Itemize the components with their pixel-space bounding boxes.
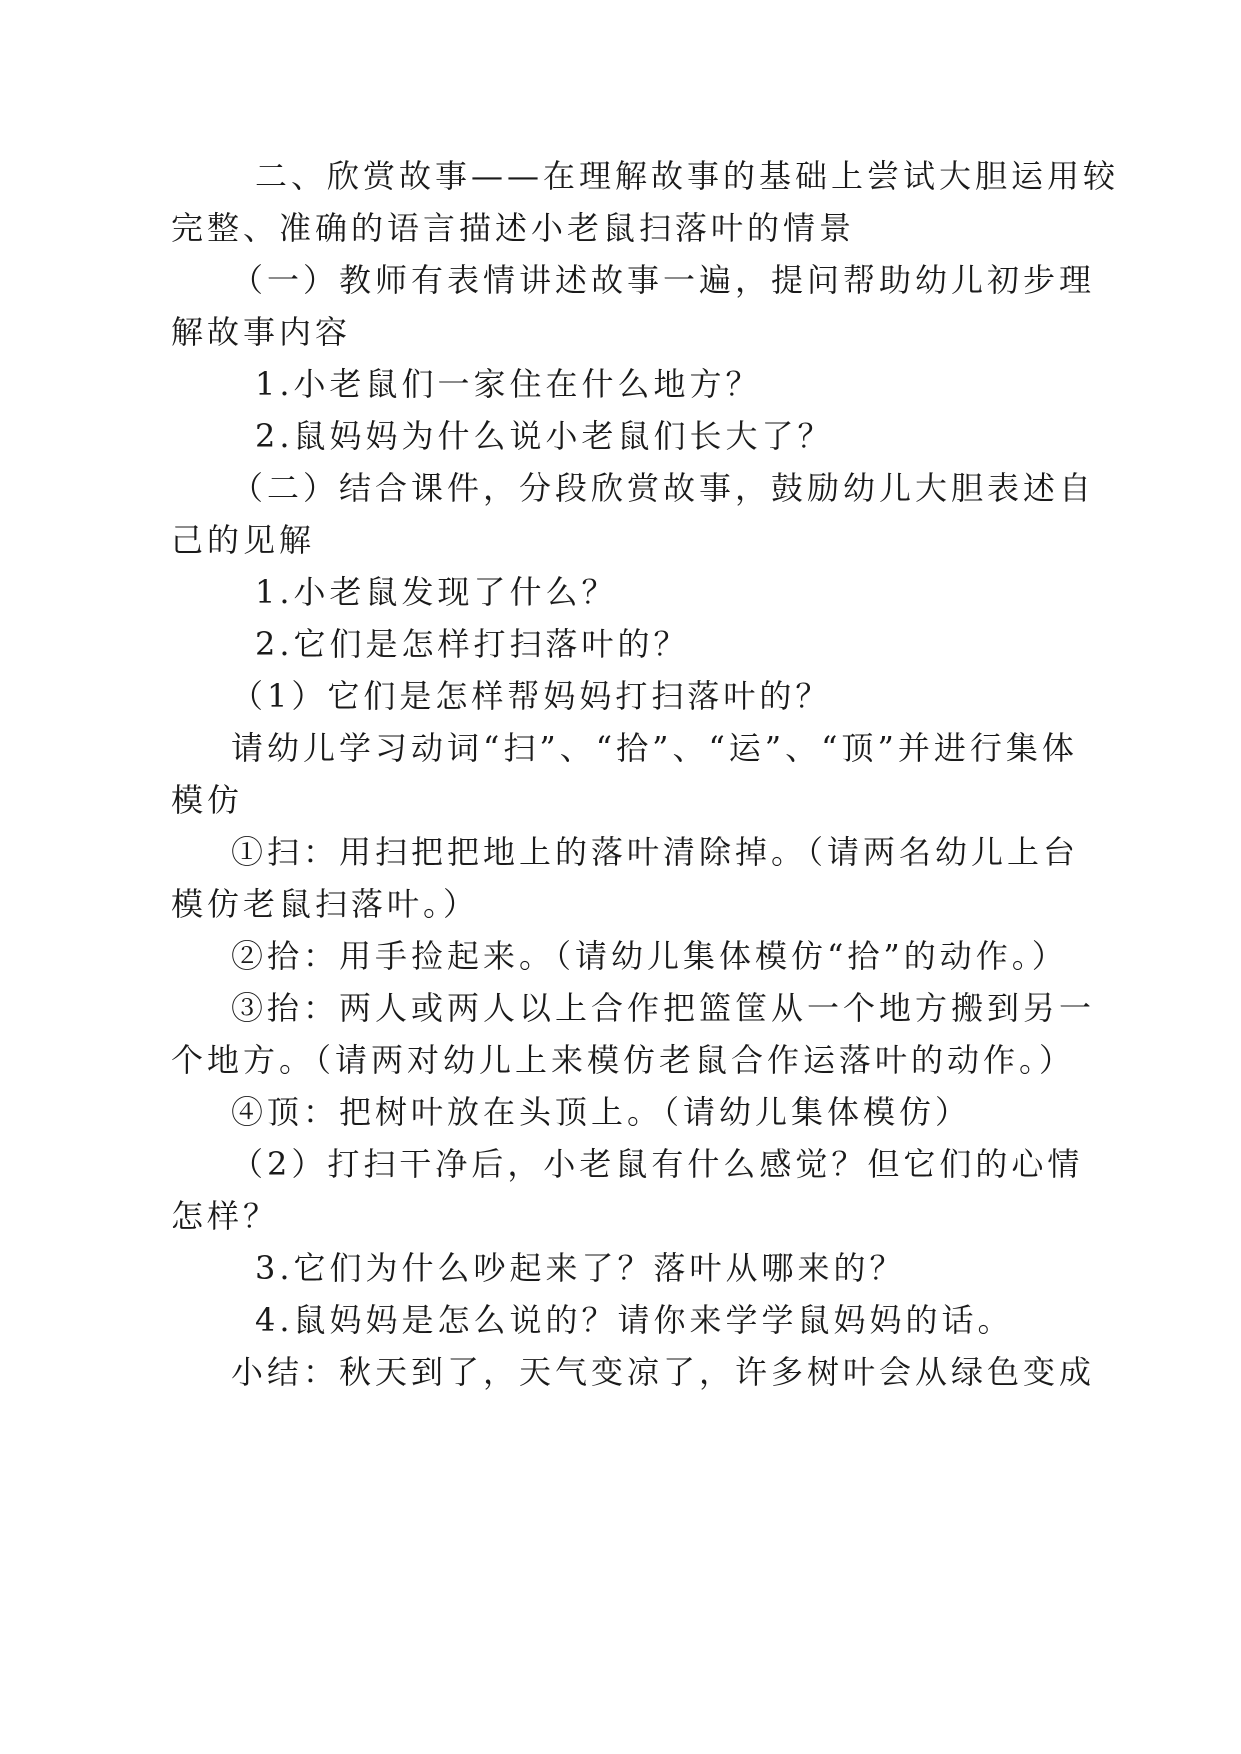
summary-line: 小结：秋天到了，天气变凉了，许多树叶会从绿色变成 xyxy=(231,1353,1096,1391)
question-item: 4.鼠妈妈是怎么说的？请你来学学鼠妈妈的话。 xyxy=(255,1301,1014,1339)
section-heading: 二、欣赏故事——在理解故事的基础上尝试大胆运用较 xyxy=(255,157,1120,195)
action-item: ②拾：用手捡起来。（请幼儿集体模仿“拾”的动作。） xyxy=(231,937,1068,975)
question-item: 3.它们为什么吵起来了？落叶从哪来的？ xyxy=(255,1249,906,1287)
action-item-continued: 个地方。（请两对幼儿上来模仿老鼠合作运落叶的动作。） xyxy=(171,1041,1076,1079)
question-item: 2.鼠妈妈为什么说小老鼠们长大了？ xyxy=(255,417,834,455)
sub-question-item: （2）打扫干净后，小老鼠有什么感觉？但它们的心情 xyxy=(231,1145,1084,1183)
question-item: 1.小老鼠们一家住在什么地方？ xyxy=(255,365,762,403)
paragraph-line: 请幼儿学习动词“扫”、“拾”、“运”、“顶”并进行集体 xyxy=(231,729,1078,767)
action-item: ③抬：两人或两人以上合作把篮筐从一个地方搬到另一 xyxy=(231,989,1096,1027)
subsection-heading-continued: 己的见解 xyxy=(171,521,316,559)
action-item: ④顶：把树叶放在头顶上。（请幼儿集体模仿） xyxy=(231,1093,972,1131)
action-item: ①扫：用扫把把地上的落叶清除掉。（请两名幼儿上台 xyxy=(231,833,1080,871)
sub-question-item-continued: 怎样？ xyxy=(171,1197,280,1235)
question-item: 2.它们是怎样打扫落叶的？ xyxy=(255,625,690,663)
paragraph-line-continued: 模仿 xyxy=(171,781,244,819)
section-heading-continued: 完整、准确的语言描述小老鼠扫落叶的情景 xyxy=(171,209,856,247)
subsection-heading: （一）教师有表情讲述故事一遍，提问帮助幼儿初步理 xyxy=(231,261,1096,299)
subsection-heading-continued: 解故事内容 xyxy=(171,313,352,351)
sub-question-item: （1）它们是怎样帮妈妈打扫落叶的？ xyxy=(231,677,832,715)
question-item: 1.小老鼠发现了什么？ xyxy=(255,573,618,611)
subsection-heading: （二）结合课件，分段欣赏故事，鼓励幼儿大胆表述自 xyxy=(231,469,1096,507)
action-item-continued: 模仿老鼠扫落叶。） xyxy=(171,885,480,923)
